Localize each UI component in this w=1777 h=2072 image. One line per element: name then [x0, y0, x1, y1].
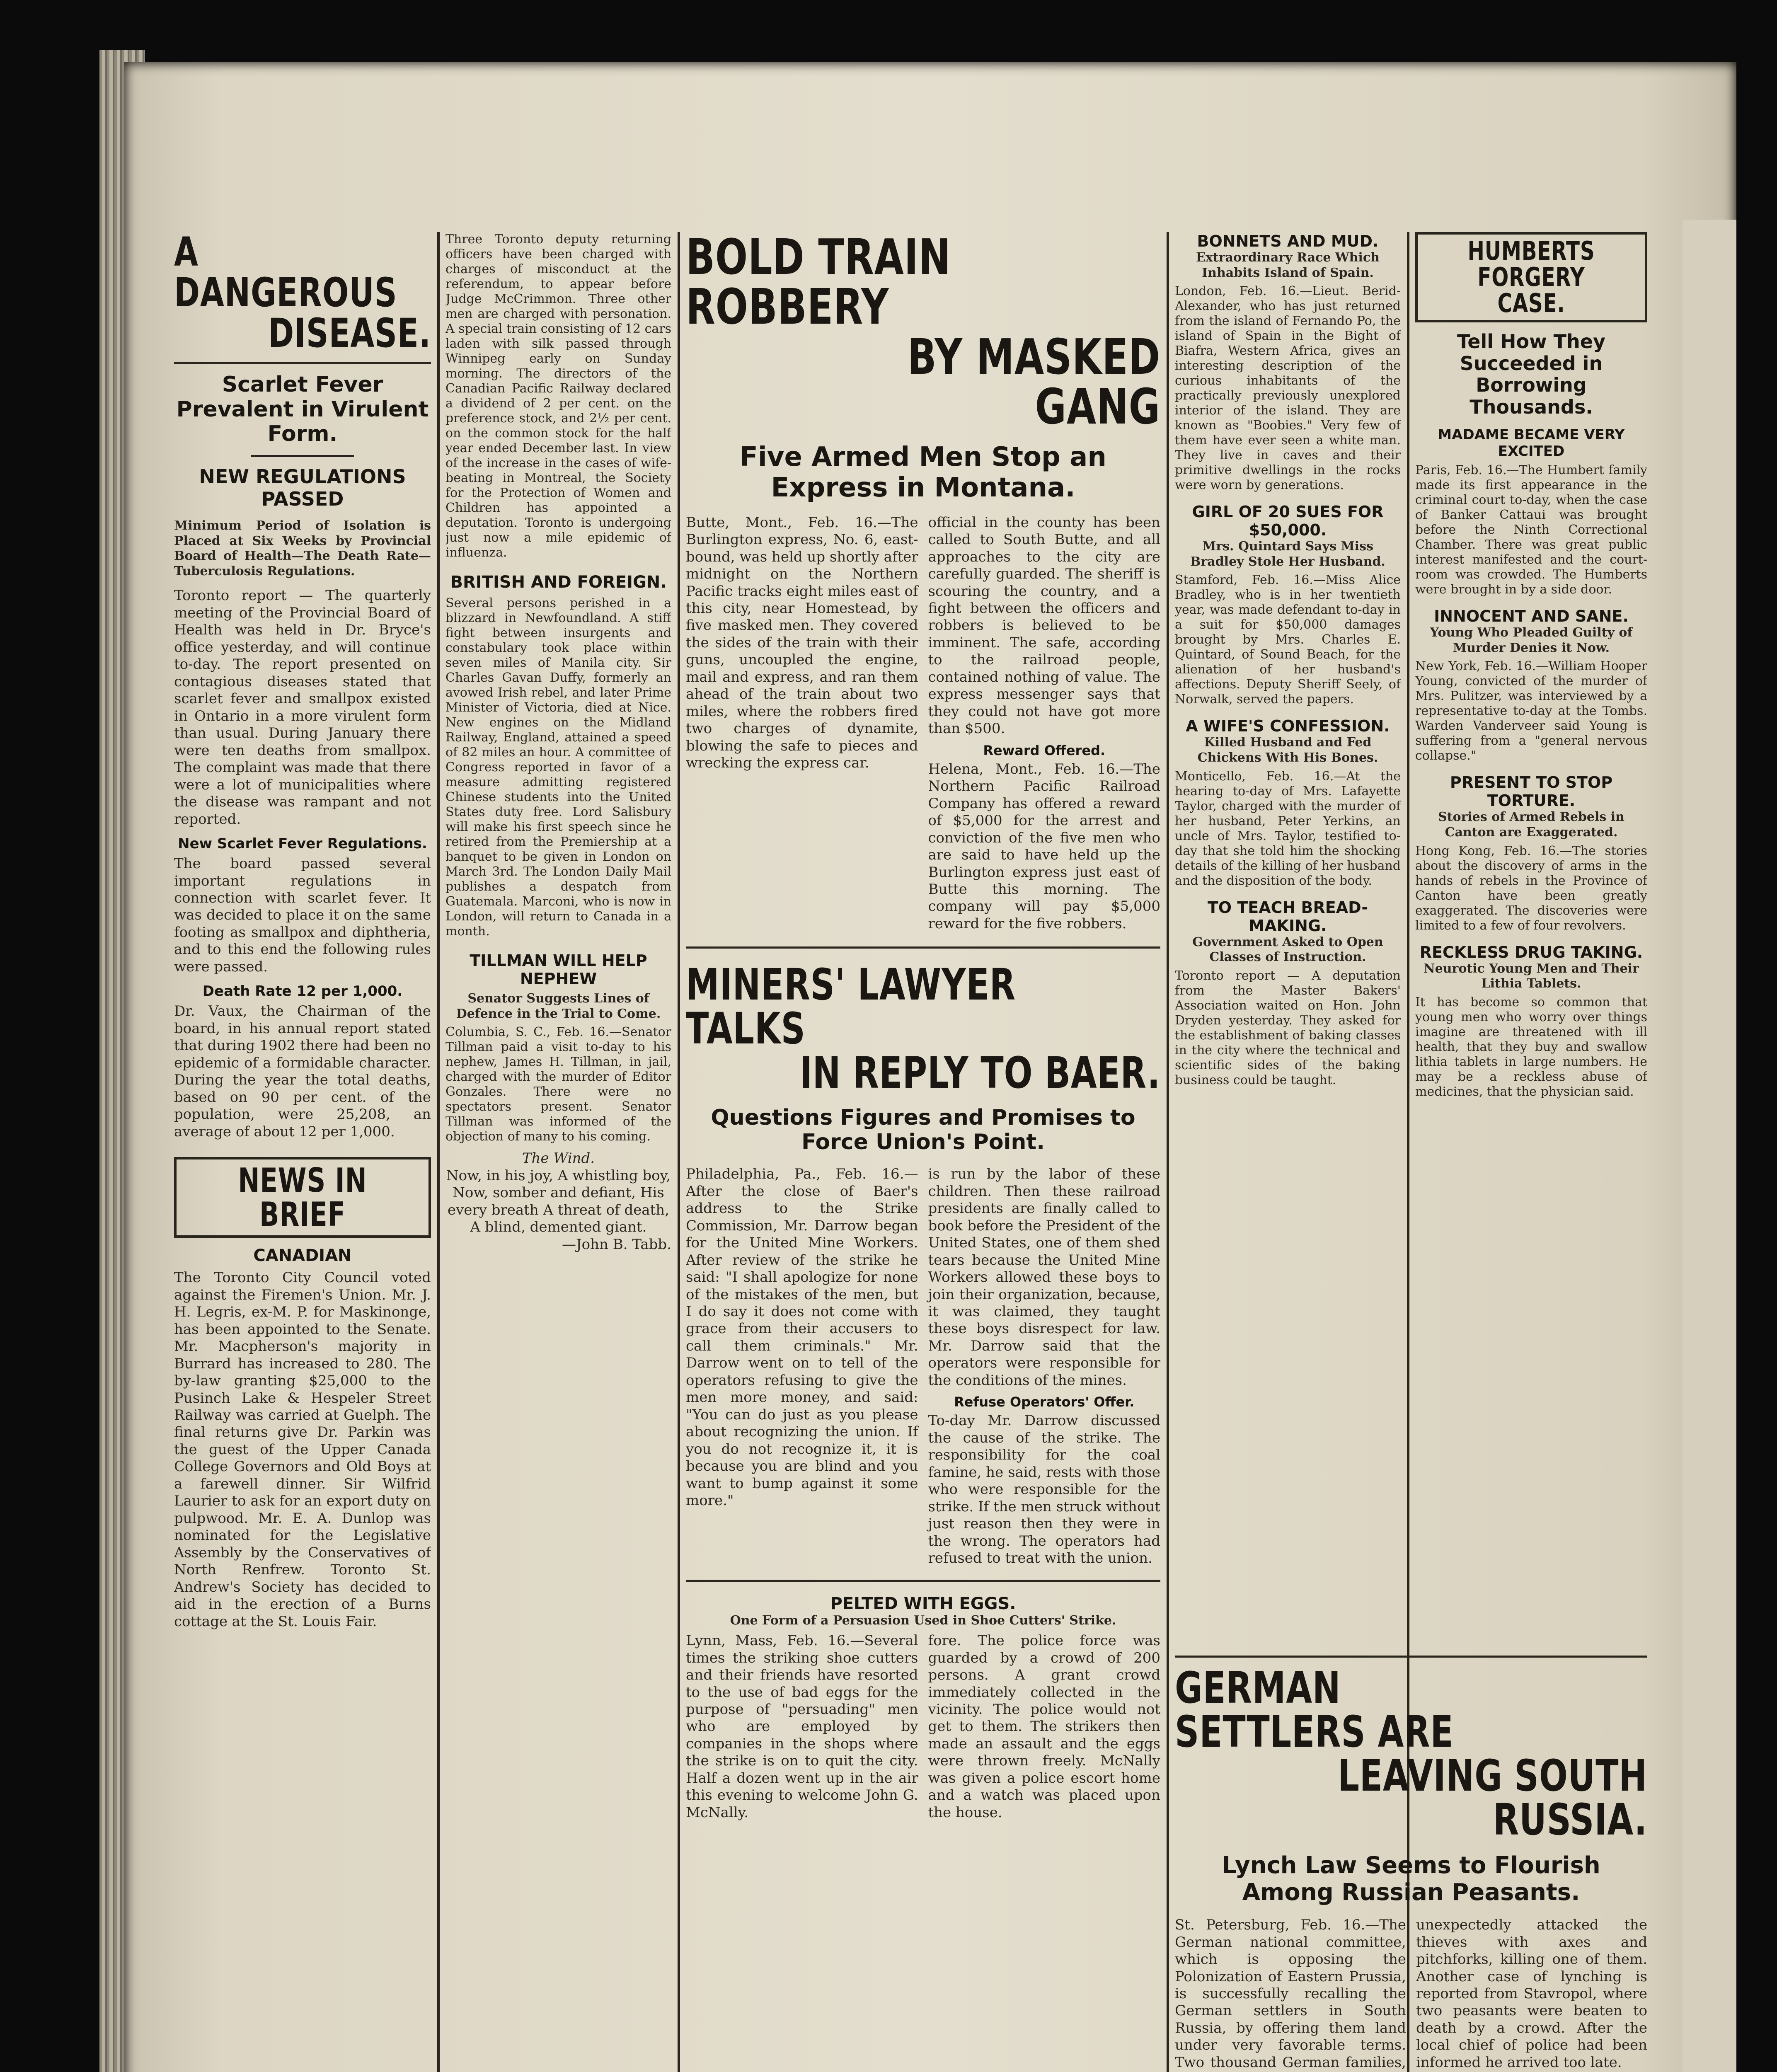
article-body: Several persons perished in a blizzard in Newfoundland. A stiff fight between insurgents and constabulary took place within seven miles of Manila city. Sir Charles Gavan Duffy, formerly an avowed Irish rebel, and later Prime Minister of Victoria, died at Nice. New engines on the Midland Railway, England, attained a speed of 82 miles an hour. A committee of Congress reported in favor of a measure admitting registered Chinese students into the United States duty free. Lord Salisbury will make his first speech since he retired from the Premiership at a banquet to be given in London on March 3rd. The London Daily Mail publishes a despatch from Guatemala. Marconi, who is now in London, will return to Canada in a month. [445, 596, 671, 939]
news-in-brief-box [174, 1157, 431, 1238]
subhead: Government Asked to Open Classes of Instruction. [1192, 934, 1383, 965]
headline: HUMBERTS FORGERY CASE. [1467, 236, 1595, 319]
article-body: New York, Feb. 16.—William Hooper Young, convicted of the murder of Mrs. Pulitzer, was interviewed by a representative to-day at the Tombs. Warden Vanderveer said Young is suffering from a "general nervous collapse." [1415, 659, 1647, 763]
article-body: Three Toronto deputy returning officers have been charged with charges of misconduct at the referendum, to appear before Judge McCrimmon. Three other men are charged with personation. A special train consisting of 12 cars laden with silk passed through Winnipeg early on Sunday morning. The directors of the Canadian Pacific Railway declared a dividend of 2 per cent. on the preference stock, and 2½ per cent. on the common stock for the half year ended December last. In view of the increase in the cases of wife-beating in Montreal, the Society for the Protection of Women and Children has appointed a deputation. Toronto is undergoing just now a mile epidemic of influenza. [445, 232, 671, 560]
deck: Scarlet Fever Prevalent in Virulent Form. [176, 372, 429, 447]
summary: Minimum Period of Isolation is Placed at Six Weeks by Provincial Board of Health—The Death Rate—Tuberculosis Regulations. [174, 518, 431, 579]
subhead: Killed Husband and Fed Chickens With His Bones. [1197, 735, 1378, 765]
subhead: Young Who Pleaded Guilty of Murder Denies it Now. [1430, 625, 1633, 655]
subhead: Extraordinary Race Which Inhabits Island of Spain. [1196, 250, 1380, 280]
brief-title: NEWS IN BRIEF [238, 1161, 367, 1234]
article-right [928, 1166, 1161, 1567]
column-3 [686, 232, 1160, 2072]
headline: BY MASKED GANG [907, 328, 1160, 436]
headline: A DANGEROUS [174, 232, 397, 316]
deck: Tell How They Succeeded in Borrowing Thousands. [1457, 330, 1605, 419]
deck: Five Armed Men Stop an Express in Montana. [740, 442, 1106, 503]
section-head: Death Rate 12 per 1,000. [202, 983, 403, 1000]
column-2 [445, 232, 671, 2072]
article-body: St. Petersburg, Feb. 16.—The German national committee, which is opposing the Polonization of Eastern Prussia, is successfully recalling the German settlers in South Russia, by offering them land under very favorable terms. Two thousand German families, [1175, 1917, 1406, 2071]
section-head: A WIFE'S CONFESSION. [1186, 717, 1390, 736]
section-head: CANADIAN [253, 1246, 352, 1266]
column-rule [1167, 232, 1169, 2072]
subhead: Stories of Armed Rebels in Canton are Exaggerated. [1438, 810, 1624, 840]
article-body: London, Feb. 16.—Lieut. Berid-Alexander, who has just returned from the island of Fernando Po, the island of Spain in the Bight of Biafra, Western Africa, gives an interesting description of the curious inhabitants of the practically previously unexplored interior of the island. They are known as "Boobies." Very few of them have ever seen a white man. They live in caves and their primitive dwellings in the rocks were worn by generations. [1175, 284, 1401, 493]
two-column-body [686, 1632, 1160, 1821]
headline: IN REPLY TO BAER. [799, 1047, 1160, 1098]
section-head: PELTED WITH EGGS. [830, 1594, 1016, 1613]
subhead: Neurotic Young Men and Their Lithia Tablets. [1424, 961, 1639, 991]
poem-title: The Wind. [522, 1150, 595, 1167]
column-4 [1175, 232, 1401, 1649]
section-head: INNOCENT AND SANE. [1434, 607, 1629, 626]
article-body: is run by the labor of these children. Then these railroad presidents are finally called to book before the President of the United States, one of them shed tears because the United Mine Workers allowed these boys to join their organization, because, it was claimed, they taught these boys disrespect for law. Mr. Darrow said that the operators were responsible for the conditions of the mines. [928, 1166, 1160, 1389]
column-5 [1415, 232, 1647, 1649]
subhead: NEW REGULATIONS PASSED [199, 465, 406, 511]
two-column-body [1175, 1917, 1647, 2072]
article-body: Butte, Mont., Feb. 16.—The Burlington express, No. 6, east-bound, was held up shortly after midnight on the Northern Pacific tracks eight miles east of this city, near Homestead, by five masked men. They covered the sides of the train with their guns, uncoupled the engine, mail and express, and ran them ahead of the train about two miles, where the robbers fired two charges of dynamite, blowing the safe to pieces and wrecking the express car. [686, 514, 918, 772]
deck: Lynch Law Seems to Flourish Among Russian Peasants. [1222, 1852, 1600, 1906]
section-head: Reward Offered. [983, 742, 1106, 758]
adjacent-page-edge [1683, 220, 1736, 2072]
article-body: fore. The police force was guarded by a crowd of 200 persons. A grant crowd immediately collected in the vicinity. The police would not get to them. The strikers then made an assault and the eggs were thrown freely. McNally was given a police escort home and a watch was placed upon the house. [928, 1632, 1160, 1821]
article-body: The board passed several important regulations in connection with scarlet fever. It was decided to place it on the same footing as smallpox and diphtheria, and to this end the following rules were passed. [174, 855, 431, 975]
article-body: The Toronto City Council voted against the Firemen's Union. Mr. J. H. Legris, ex-M. P. for Maskinonge, has been appointed to the Senate. Mr. Macpherson's majority in Burrard has increased to 280. The by-law granting $25,000 to the Pusinch Lake & Hespeler Street Railway was carried at Guelph. The final returns give Dr. Parkin was the guest of the Upper Canada College Governors and Old Boys at a farewell dinner. Sir Wilfrid Laurier to ask for an export duty on pulpwood. Mr. E. A. Dunlop was nominated for the Legislative Assembly by the Conservatives of North Renfrew. Toronto St. Andrew's Society has decided to aid in the erection of a Burns cottage at the St. Louis Fair. [174, 1269, 431, 1630]
section-head: TO TEACH BREAD-MAKING. [1207, 898, 1368, 935]
divider [1175, 1656, 1647, 1658]
section-head: GIRL OF 20 SUES FOR $50,000. [1192, 503, 1384, 540]
article-body: It has become so common that young men who worry over things imagine are threatened with ill health, that they buy and swallow lithia tablets in large numbers. He may be a reckless abuse of medicines, that the physician said. [1415, 995, 1647, 1099]
poem-author: —John B. Tabb. [562, 1236, 671, 1253]
column-rule [678, 232, 680, 2072]
article-right [928, 514, 1161, 933]
german-article [1175, 1666, 1647, 2072]
two-column-body [686, 514, 1160, 933]
article-body: official in the county has been called to South Butte, and all approaches to the city are carefully guarded. The sheriff is scouring the country, and a fight between the officers and robbers is believed to be imminent. The safe, according to the railroad people, contained nothing of value. The express messenger says that they could not have got more than $500. [928, 514, 1160, 737]
section-head: New Scarlet Fever Regulations. [178, 835, 427, 852]
article-body: Columbia, S. C., Feb. 16.—Senator Tillman paid a visit to-day to his nephew, James H. Tillman, in jail, charged with the murder of Editor Gonzales. There were no spectators present. Senator Tillman was informed of the objection of many to his coming. [445, 1025, 671, 1144]
divider [174, 362, 431, 364]
headline: LEAVING SOUTH RUSSIA. [1338, 1750, 1647, 1845]
subhead: Mrs. Quintard Says Miss Bradley Stole Her Husband. [1190, 539, 1385, 569]
article-body: Dr. Vaux, the Chairman of the board, in his annual report stated that during 1902 there had been no epidemic of a formidable character. During the year the total deaths, based on 90 per cent. of the population, were 25,208, an average of about 12 per 1,000. [174, 1003, 431, 1140]
subhead: One Form of a Persuasion Used in Shoe Cutters' Strike. [730, 1613, 1116, 1628]
article-body: Toronto report — The quarterly meeting of the Provincial Board of Health was held in Dr. Bryce's office yesterday, and will continue to-day. The report presented on contagious diseases stated that scarlet fever and smallpox existed in Ontario in a more virulent form than usual. During January there were ten deaths from smallpox. The complaint was made that there were a lot of municipalities where the disease was rampant and not reported. [174, 587, 431, 828]
headline: MINERS' LAWYER TALKS [686, 959, 1016, 1054]
section-head: PRESENT TO STOP TORTURE. [1450, 773, 1613, 810]
article-body: To-day Mr. Darrow discussed the cause of the strike. The responsibility for the coal famine, he said, rests with those who were responsible for the strike. If the men struck without just reason then they were in the wrong. The operators had refused to treat with the union. [928, 1412, 1160, 1567]
article-body: Stamford, Feb. 16.—Miss Alice Bradley, who is in her twentieth year, was made defendant to-day in a suit for $50,000 damages brought by Mrs. Charles E. Quintard, of Sound Beach, for the alienation of her husband's affections. Deputy Sheriff Seely, of Norwalk, served the papers. [1175, 573, 1401, 707]
section-head: TILLMAN WILL HELP NEPHEW [470, 951, 647, 988]
column-1 [174, 232, 431, 2072]
section-head: BONNETS AND MUD. [1197, 232, 1379, 250]
section-head: RECKLESS DRUG TAKING. [1419, 943, 1643, 961]
article-body: Hong Kong, Feb. 16.—The stories about the discovery of arms in the hands of rebels in the Province of Canton have been greatly exaggerated. The discoveries were limited to a few of four revolvers. [1415, 843, 1647, 933]
article-body: Philadelphia, Pa., Feb. 16.—After the close of Baer's address to the Strike Commission, Mr. Darrow began for the United Mine Workers. After review of the strike he said: "I shall apologize for none of the mistakes of the men, but I do say it does not come with grace from their accusers to call them criminals." Mr. Darrow went on to tell of the operators refusing to give the men more money, and said: "You can do just as you please about recognizing the union. If you do not recognize it, it is because you are blind and you want to bump against it some more." [686, 1166, 918, 1509]
article-body: unexpectedly attacked the thieves with axes and pitchforks, killing one of them. Another case of lynching is reported from Stavropol, where two peasants were beaten to death by a crowd. After the local chief of police had been informed he arrived too late. [1416, 1917, 1647, 2071]
section-head: Refuse Operators' Offer. [954, 1394, 1135, 1410]
section-head: BRITISH AND FOREIGN. [450, 573, 667, 592]
deck: Questions Figures and Promises to Force Union's Point. [711, 1105, 1135, 1155]
headline: GERMAN SETTLERS ARE [1175, 1666, 1454, 1757]
headline-box [1415, 232, 1647, 322]
article-body: Helena, Mont., Feb. 16.—The Northern Pacific Railroad Company has offered a reward of $5,000 for the arrest and conviction of the five men who are said to have held up the Burlington express just east of Butte this morning. The company will pay $5,000 reward for the five robbers. [928, 760, 1160, 932]
divider [686, 1580, 1160, 1582]
divider [686, 946, 1160, 949]
subhead: Senator Suggests Lines of Defence in the Trial to Come. [456, 991, 661, 1021]
article-body: Toronto report — A deputation from the Master Bakers' Association waited on Hon. John Dryden yesterday. They asked for the establishment of baking classes in the city where the technical and scientific sides of the baking business could be taught. [1175, 968, 1401, 1087]
article-body: Lynn, Mass, Feb. 16.—Several times the striking shoe cutters and their friends have resorted to the use of bad eggs for the purpose of "persuading" men who are employed by companies in the shops where the strike is on to quit the city. Half a dozen went up in the air this evening to welcome John G. McNally. [686, 1632, 918, 1821]
divider [251, 455, 354, 457]
headline: BOLD TRAIN ROBBERY [686, 232, 951, 336]
two-column-body [686, 1166, 1160, 1567]
poem-body: Now, in his joy, A whistling boy, Now, somber and defiant, His every breath A threat of death, A blind, demented giant. [446, 1167, 671, 1236]
article-body: Paris, Feb. 16.—The Humbert family made its first appearance in the criminal court to-day, when the case of Banker Cattaui was brought before the Ninth Correctional Chamber. There was great public interest manifested and the court-room was crowded. The Humberts were brought in by a side door. [1415, 463, 1647, 597]
article-body: Monticello, Feb. 16.—At the hearing to-day of Mrs. Lafayette Taylor, charged with the murder of her husband, Peter Yerkins, an uncle of Mrs. Taylor, testified to-day that she told him the shocking details of the killing of her husband and the disposition of the body. [1175, 769, 1401, 888]
headline: DISEASE. [268, 310, 431, 356]
column-rule [437, 232, 440, 2072]
section-head: MADAME BECAME VERY EXCITED [1438, 426, 1625, 460]
